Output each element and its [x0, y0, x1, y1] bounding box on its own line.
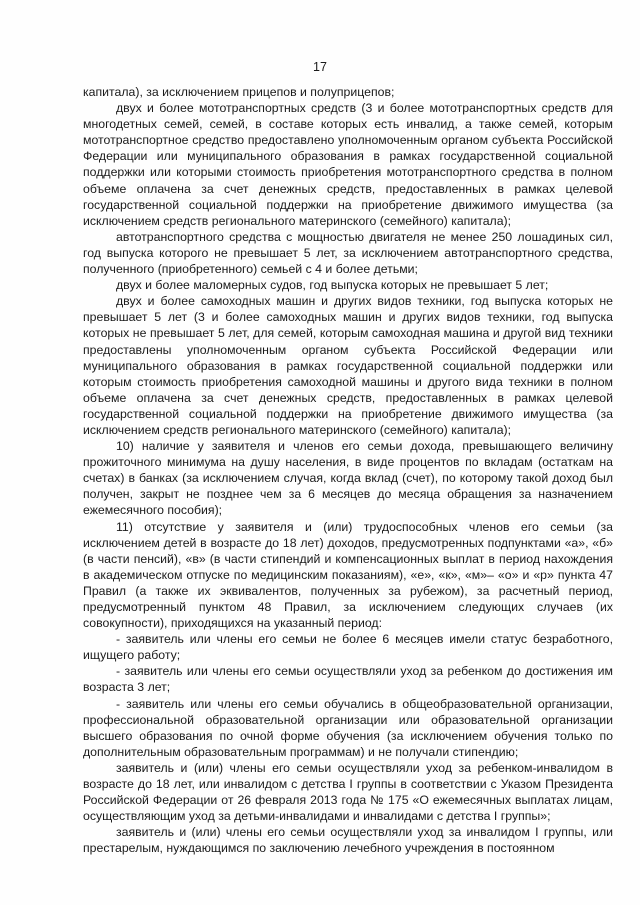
- document-body: [83, 84, 613, 857]
- paragraph: 10) наличие у заявителя и членов его семьи дохода, превышающего величину прожиточного минимума на душу населения, в виде процентов по вкладам (остаткам на счетах) в банках (за исключением случая, когда вклад (счет), по которому такой доход был получен, закрыт не позднее чем за 6 месяцев до месяца обращения за назначением ежемесячного пособия);: [83, 439, 613, 518]
- list-item: - заявитель или члены его семьи осуществляли уход за ребенком до достижения им возраста 3 лет;: [83, 664, 613, 695]
- paragraph: заявитель и (или) члены его семьи осуществляли уход за инвалидом I группы, или престарелым, нуждающимся по заключению лечебного учреждения в постоянном: [83, 825, 613, 856]
- list-item: - заявитель или члены его семьи обучались в общеобразовательной организации, профессиональной образовательной организации или образовательной организации высшего образования по очной форме обучения (за исключением обучения только по дополнительным образовательным программам) и не получали стипендию;: [83, 696, 613, 759]
- paragraph: автотранспортного средства с мощностью двигателя не менее 250 лошадиных сил, год выпуска которого не превышает 5 лет, за исключением автотранспортного средства, полученного (приобретенного) семьей с 4 и более детьми;: [83, 229, 613, 277]
- list-item: - заявитель или члены его семьи не более 6 месяцев имели статус безработного, ищущего работу;: [83, 632, 613, 663]
- paragraph: заявитель и (или) члены его семьи осуществляли уход за ребенком-инвалидом в возрасте до 18 лет, или инвалидом с детства I группы в соответствии с Указом Президента Российской Федерации от 26 февраля 2013 года № 175 «О ежемесячных выплатах лицам, осуществляющим уход за детьми-инвалидами и инвалидами с детства I группы»;: [83, 760, 613, 824]
- paragraph: двух и более мототранспортных средств (3 и более мототранспортных средств для многодетных семей, семей, в составе которых есть инвалид, а также семей, которым мототранспортное средство предоставлено уполномоченным органом субъекта Российской Федерации или муниципального образования в рамках государственной социальной поддержки или которыми стоимость приобретения мототранспортного средства в полном объеме оплачена за счет денежных средств, предоставленных в рамках целевой государственной социальной поддержки на приобретение движимого имущества (за исключением средств регионального материнского (семейного) капитала);: [83, 101, 613, 228]
- paragraph: двух и более самоходных машин и других видов техники, год выпуска которых не превышает 5 лет (3 и более самоходных машин и других видов техники, год выпуска которых не превышает 5 лет, для семей, которым самоходная машина и другой вид техники предоставлены уполномоченным органом субъекта Российской Федерации или муниципального образования в рамках государственной социальной поддержки или которым стоимость приобретения самоходной машины и другого вида техники в полном объеме оплачена за счет денежных средств, предоставленных в рамках целевой государственной социальной поддержки на приобретение движимого имущества (за исключением средств регионального материнского (семейного) капитала);: [83, 294, 613, 437]
- page-number: 17: [313, 60, 327, 74]
- paragraph: капитала), за исключением прицепов и полуприцепов;: [83, 85, 395, 99]
- paragraph: 11) отсутствие у заявителя и (или) трудоспособных членов его семьи (за исключением детей в возрасте до 18 лет) доходов, предусмотренных подпунктами «а», «б» (в части пенсий), «в» (в части стипендий и компенсационных выплат в период нахождения в академическом отпуске по медицинским показаниям), «е», «к», «м»– «о» и «р» пункта 47 Правил (а также их эквивалентов, полученных за рубежом), за расчетный период, предусмотренный пунктом 48 Правил, за исключением следующих случаев (их совокупности), приходящихся на указанный период:: [83, 519, 613, 631]
- paragraph: двух и более маломерных судов, год выпуска которых не превышает 5 лет;: [116, 278, 549, 293]
